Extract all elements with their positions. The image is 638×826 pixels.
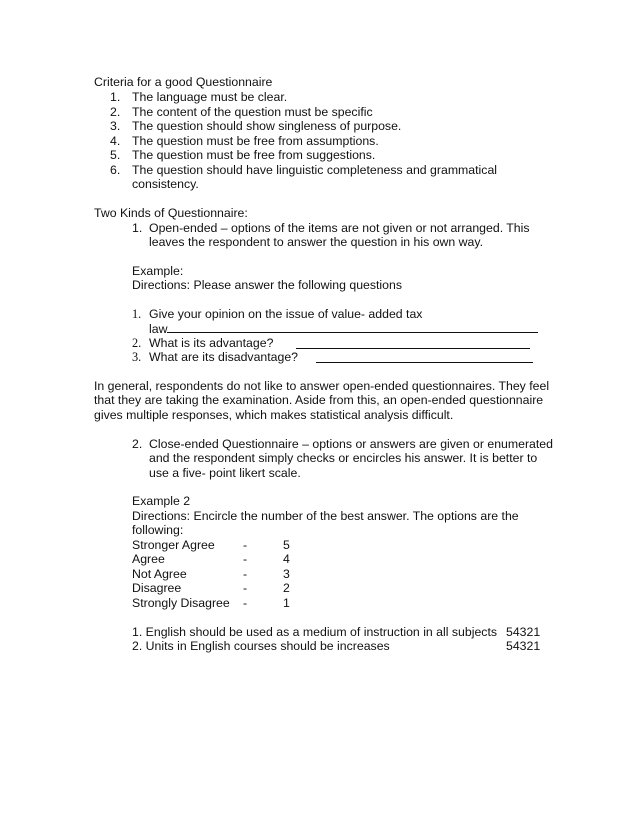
scale-label: Not Agree	[132, 567, 187, 581]
question-2	[132, 336, 273, 350]
scale-label: Agree	[132, 552, 165, 566]
kinds-heading: Two Kinds of Questionnaire:	[94, 206, 248, 220]
question-text: What are its disadvantage?	[149, 350, 299, 364]
scale-label: Disagree	[132, 581, 182, 595]
question-text: What is its advantage?	[149, 336, 274, 350]
close-ended-continuation-1: and the respondent simply checks or encircles his answer. It is better to	[149, 451, 538, 465]
criteria-heading: Criteria for a good Questionnaire	[94, 75, 273, 89]
list-number: 3.	[132, 350, 142, 364]
list-text: Open-ended – options of the items are not given or not arranged. This	[149, 221, 530, 235]
list-number: 3.	[110, 119, 121, 133]
statement-2: 2. Units in English courses should be increases	[132, 639, 390, 653]
list-text: Close-ended Questionnaire – options or answers are given or enumerated	[149, 437, 553, 451]
close-ended-item	[132, 437, 553, 451]
scale-label: Stronger Agree	[132, 538, 215, 552]
statement-1-options[interactable]: 54321	[506, 625, 541, 639]
scale-dash: -	[243, 596, 248, 610]
scale-dash: -	[243, 538, 248, 552]
list-text: The question should show singleness of purpose.	[132, 119, 402, 133]
answer-line[interactable]	[296, 337, 530, 349]
list-number: 1.	[132, 307, 142, 321]
criteria-item-2	[110, 105, 373, 119]
directions-2-line-1: Directions: Encircle the number of the best answer. The options are the	[132, 509, 519, 523]
criteria-item-5	[110, 148, 375, 162]
list-number: 4.	[110, 134, 121, 148]
example-2-label: Example 2	[132, 494, 191, 508]
paragraph-line-3: gives multiple responses, which makes statistical analysis difficult.	[94, 408, 454, 422]
list-number: 2.	[132, 437, 143, 451]
scale-label: Strongly Disagree	[132, 596, 230, 610]
directions-text: Directions: Please answer the following questions	[132, 278, 402, 292]
criteria-item-6	[110, 163, 497, 177]
list-text: The question must be free from suggestions.	[132, 148, 376, 162]
directions-2-line-2: following:	[132, 523, 184, 537]
paragraph-line-2: that they are taking the examination. Aside from this, an open-ended questionnaire	[94, 393, 544, 407]
scale-dash: -	[243, 567, 248, 581]
answer-line[interactable]	[167, 321, 538, 333]
close-ended-continuation-2: use a five- point likert scale.	[149, 466, 301, 480]
statement-1: 1. English should be used as a medium of instruction in all subjects	[132, 625, 498, 639]
statement-2-options[interactable]: 54321	[506, 639, 541, 653]
scale-value: 1	[283, 596, 290, 610]
question-3	[132, 350, 298, 364]
open-ended-continuation: leaves the respondent to answer the question in his own way.	[149, 235, 484, 249]
scale-value: 5	[283, 538, 290, 552]
scale-value: 4	[283, 552, 290, 566]
list-number: 2.	[132, 336, 142, 350]
open-ended-item	[132, 221, 530, 235]
list-number: 5.	[110, 148, 121, 162]
criteria-item-6-continuation: consistency.	[132, 177, 199, 191]
question-text: Give your opinion on the issue of value- added tax	[149, 307, 423, 321]
scale-value: 2	[283, 581, 290, 595]
list-number: 1.	[132, 221, 143, 235]
criteria-item-4	[110, 134, 379, 148]
question-1	[132, 307, 422, 321]
example-label: Example:	[132, 264, 184, 278]
paragraph-line-1: In general, respondents do not like to answer open-ended questionnaires. They feel	[94, 379, 550, 393]
list-text: The question must be free from assumptions.	[132, 134, 379, 148]
criteria-item-1	[110, 90, 287, 104]
question-1-continuation	[149, 321, 538, 336]
list-number: 1.	[110, 90, 121, 104]
list-text: The language must be clear.	[132, 90, 288, 104]
question-text: law	[149, 322, 168, 336]
list-text: The content of the question must be specific	[132, 105, 373, 119]
list-number: 6.	[110, 163, 121, 177]
answer-line[interactable]	[316, 351, 533, 363]
list-text: The question should have linguistic completeness and grammatical	[132, 163, 498, 177]
list-number: 2.	[110, 105, 121, 119]
scale-dash: -	[243, 581, 248, 595]
scale-value: 3	[283, 567, 290, 581]
scale-dash: -	[243, 552, 248, 566]
criteria-item-3	[110, 119, 401, 133]
